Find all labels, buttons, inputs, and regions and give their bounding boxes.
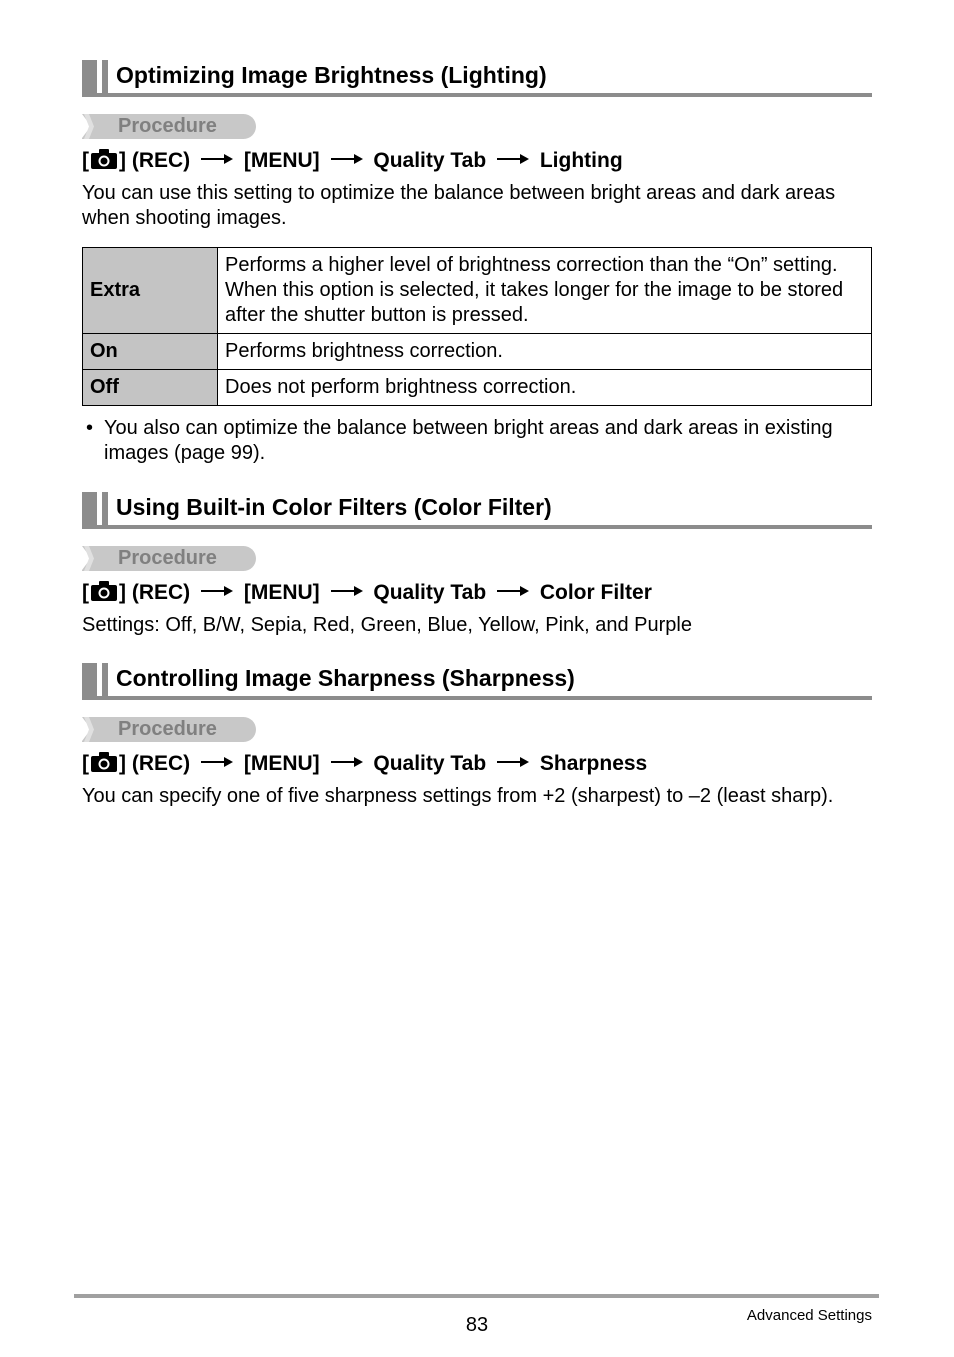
path-tab: Quality Tab: [373, 752, 487, 775]
menu-path: [ ] (REC) [MENU] Quality Tab Sharpness: [82, 752, 648, 775]
arrow-right-icon: [496, 585, 530, 597]
section-description: You can use this setting to optimize the balance between bright areas and dark areas when shooting images.: [82, 182, 836, 229]
section-description: Settings: Off, B/W, Sepia, Red, Green, Blue, Yellow, Pink, and Purple: [82, 614, 692, 636]
note-text: You also can optimize the balance between bright areas and dark areas in existing images (page 99).: [104, 417, 833, 464]
section-title: Controlling Image Sharpness (Sharpness): [116, 665, 575, 691]
camera-icon: [90, 751, 118, 773]
path-tab: Quality Tab: [373, 149, 487, 172]
section-heading: [82, 60, 872, 97]
section-title: Using Built-in Color Filters (Color Filter): [116, 494, 552, 520]
footer-divider: [74, 1294, 879, 1298]
section-color-filter: [82, 492, 872, 638]
procedure-badge: [82, 717, 256, 742]
arrow-right-icon: [330, 153, 364, 165]
footer-section-label: Advanced Settings: [746, 1307, 872, 1324]
note-item: [82, 416, 872, 466]
option-key: Extra: [83, 248, 218, 334]
path-rec: (REC): [131, 149, 191, 172]
path-rec: (REC): [131, 752, 191, 775]
option-key: On: [83, 334, 218, 370]
menu-path: [ ] (REC) [MENU] Quality Tab Color Filter: [82, 581, 652, 604]
path-item: Lighting: [539, 149, 623, 172]
option-description: Performs brightness correction.: [218, 334, 872, 370]
procedure-label: Procedure: [118, 115, 217, 137]
camera-icon: [90, 580, 118, 602]
section-lighting: [82, 60, 872, 466]
procedure-label: Procedure: [118, 718, 217, 740]
menu-path: [ ] (REC) [MENU] Quality Tab Lighting: [82, 149, 623, 172]
path-menu: [MENU]: [243, 581, 320, 604]
option-description: Does not perform brightness correction.: [218, 370, 872, 406]
path-item: Sharpness: [539, 752, 648, 775]
path-item: Color Filter: [539, 581, 652, 604]
path-menu: [MENU]: [243, 149, 320, 172]
procedure-label: Procedure: [118, 547, 217, 569]
table-row: [83, 370, 872, 406]
options-table: [82, 247, 872, 406]
section-heading: [82, 492, 872, 529]
heading-bar: [102, 663, 108, 700]
camera-icon: [90, 148, 118, 170]
arrow-right-icon: [200, 153, 234, 165]
arrow-right-icon: [496, 756, 530, 768]
section-sharpness: [82, 663, 872, 809]
heading-bar: [82, 492, 97, 529]
arrow-right-icon: [200, 585, 234, 597]
page-number: 83: [465, 1314, 489, 1336]
arrow-right-icon: [200, 756, 234, 768]
table-row: [83, 334, 872, 370]
arrow-right-icon: [496, 153, 530, 165]
path-rec: (REC): [131, 581, 191, 604]
path-menu: [MENU]: [243, 752, 320, 775]
arrow-right-icon: [330, 585, 364, 597]
option-description: Performs a higher level of brightness correction than the “On” setting. When this option is selected, it takes longer for the image to be stored after the shutter button is pressed.: [218, 248, 872, 334]
procedure-badge: [82, 114, 256, 139]
heading-bar: [82, 663, 97, 700]
procedure-badge: [82, 546, 256, 571]
path-tab: Quality Tab: [373, 581, 487, 604]
heading-bar: [102, 492, 108, 529]
section-description: You can specify one of five sharpness settings from +2 (sharpest) to –2 (least sharp).: [82, 785, 834, 807]
bullet-icon: •: [86, 417, 94, 439]
heading-bar: [102, 60, 108, 97]
option-key: Off: [83, 370, 218, 406]
section-heading: [82, 663, 872, 700]
heading-bar: [82, 60, 97, 97]
arrow-right-icon: [330, 756, 364, 768]
section-title: Optimizing Image Brightness (Lighting): [116, 62, 547, 88]
table-row: [83, 248, 872, 334]
